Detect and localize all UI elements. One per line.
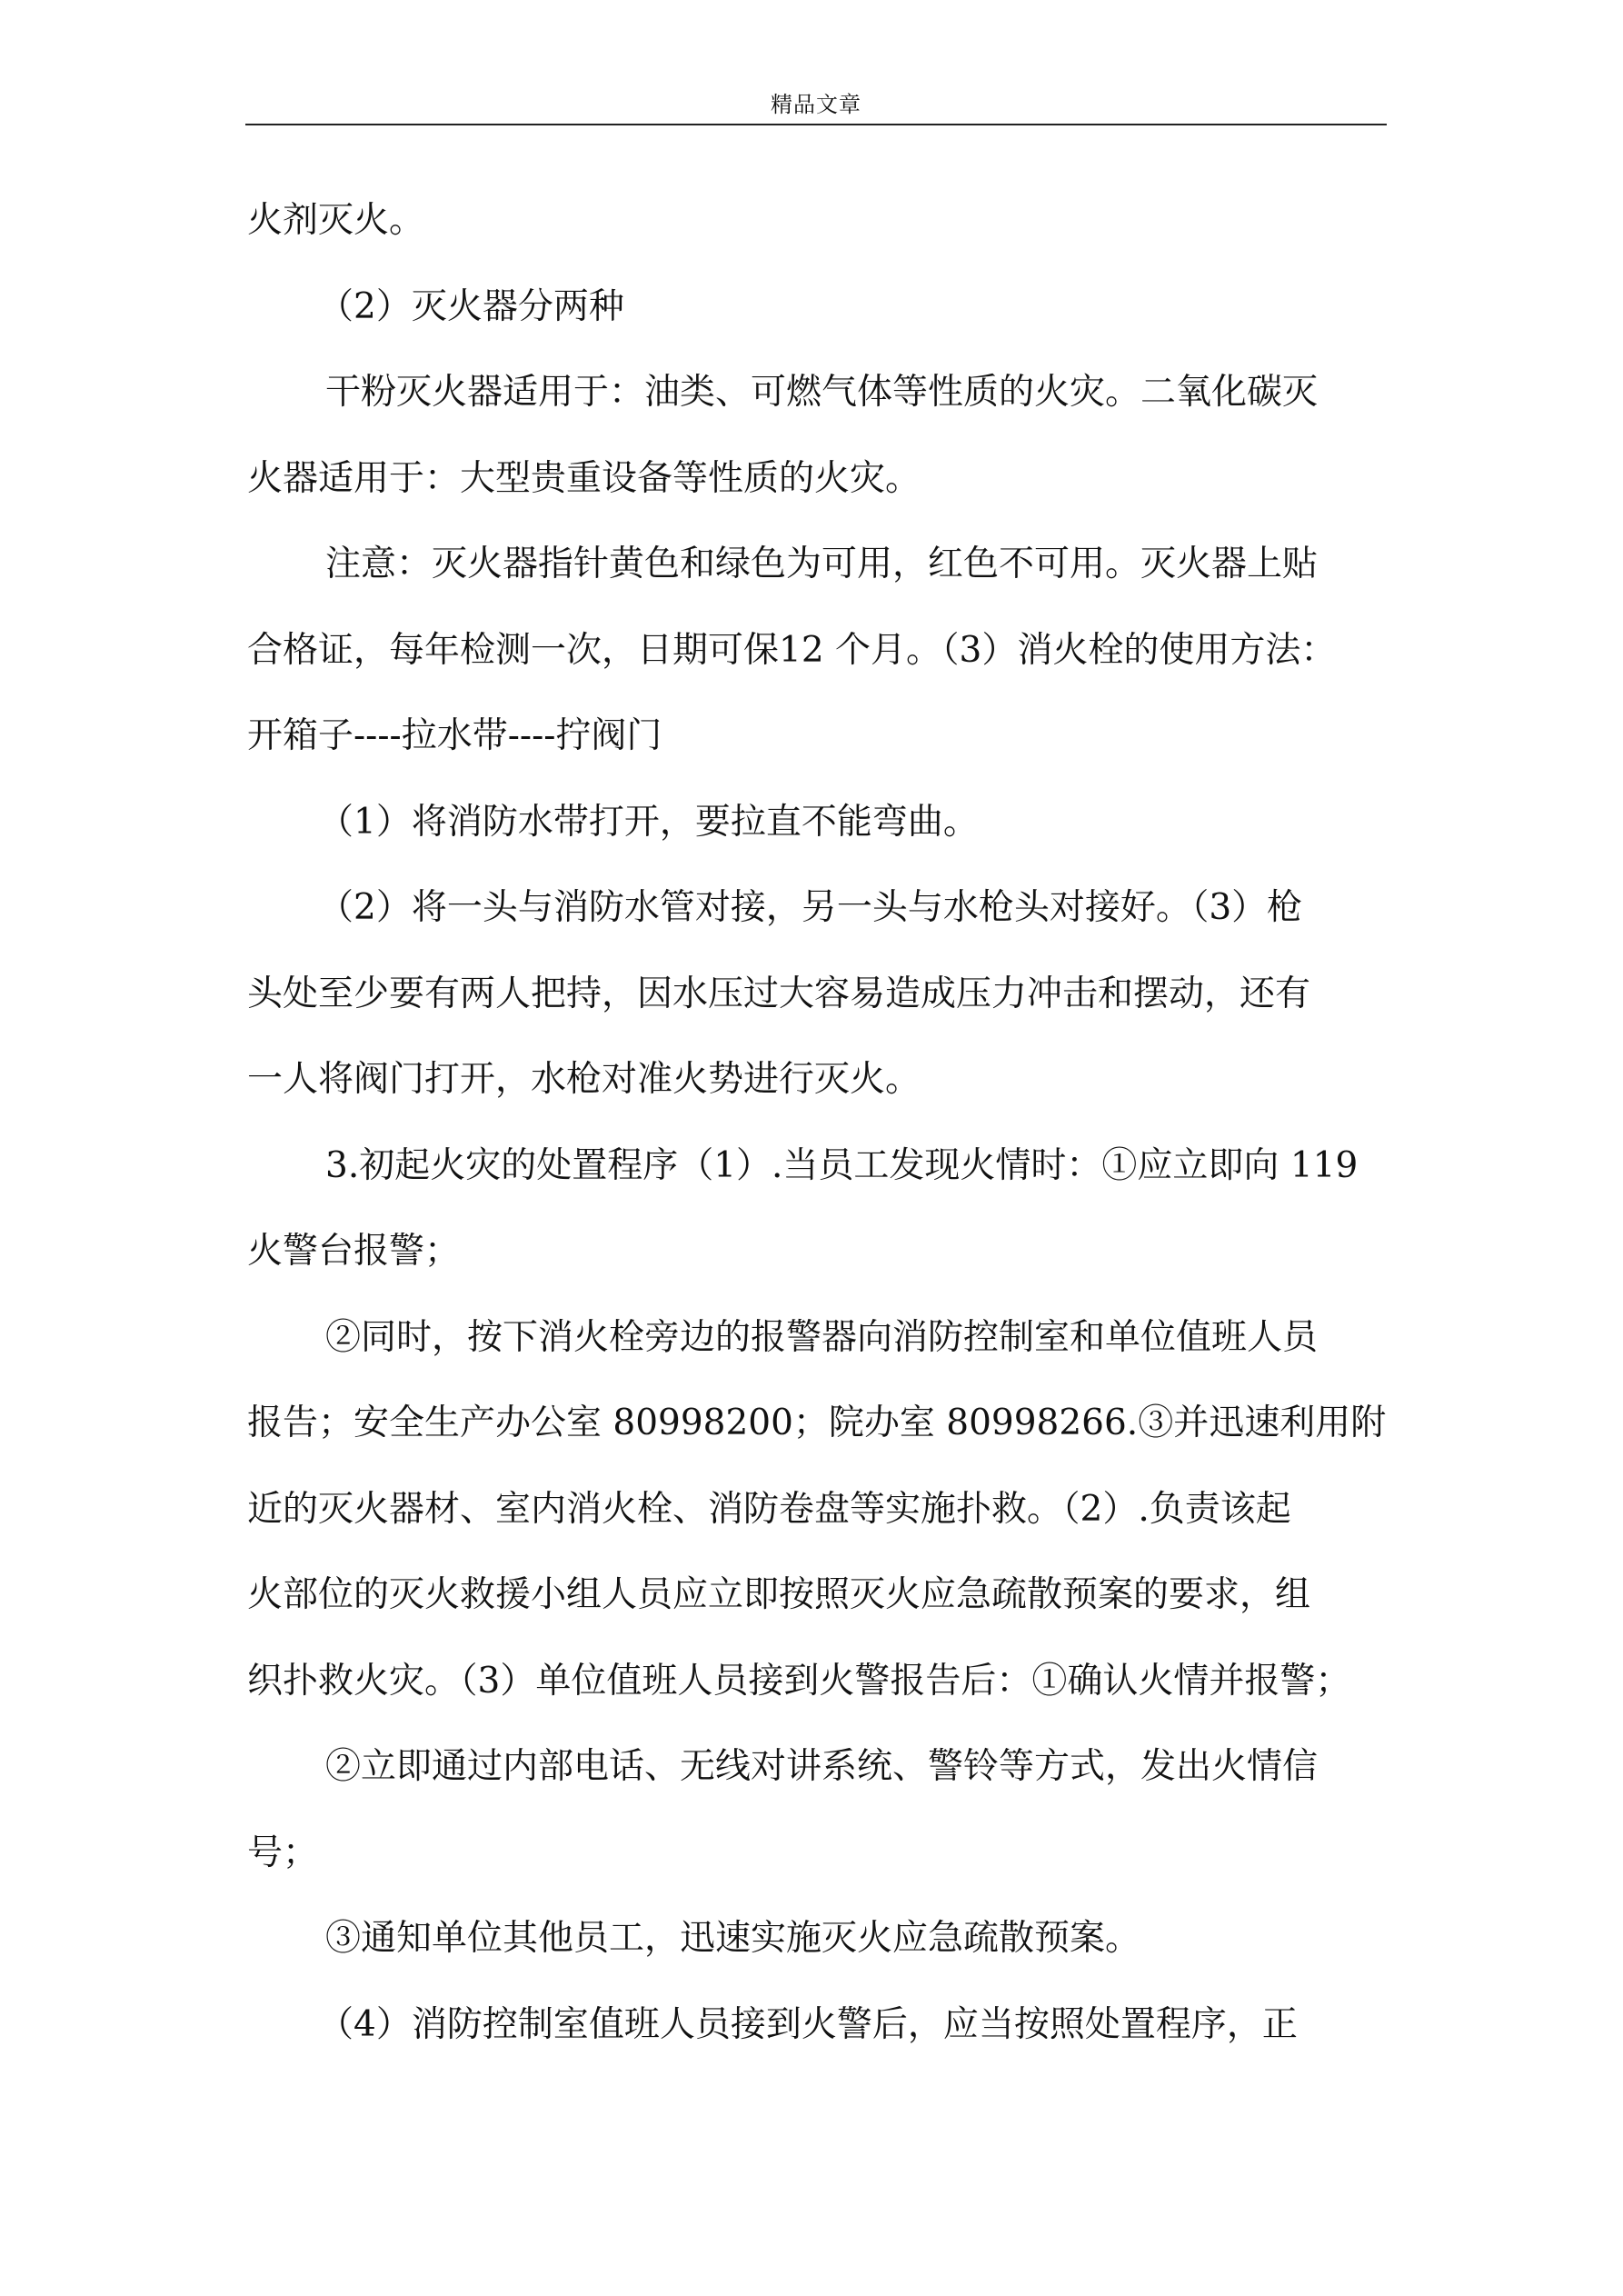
text-line: 号；	[247, 1832, 319, 1873]
document-body	[247, 178, 1403, 2068]
text-line: （2）灭火器分两种	[318, 285, 624, 327]
text-line: （2）将一头与消防水管对接，另一头与水枪头对接好。（3）枪	[318, 887, 1303, 928]
text-line: 火剂灭火。	[247, 200, 425, 241]
text-line: 3.初起火灾的处置程序（1）.当员工发现火情时：①应立即向 119	[325, 1144, 1359, 1186]
text-line: 报告；安全生产办公室 80998200；院办室 80998266.③并迅速利用附	[247, 1403, 1387, 1443]
text-line: 合格证，每年检测一次，日期可保12 个月。（3）消火栓的使用方法：	[247, 629, 1337, 671]
header-title: 精品文章	[771, 92, 861, 117]
text-line: 火部位的灭火救援小组人员应立即按照灭火应急疏散预案的要求，组	[247, 1574, 1311, 1615]
text-line: ③通知单位其他员工，迅速实施灭火应急疏散预案。	[325, 1918, 1141, 1959]
text-line: 织扑救火灾。（3）单位值班人员接到火警报告后：①确认火情并报警；	[247, 1660, 1351, 1702]
text-line: 一人将阀门打开，水枪对准火势进行灭火。	[247, 1059, 921, 1100]
text-line: （4）消防控制室值班人员接到火警后，应当按照处置程序，正	[318, 2003, 1298, 2045]
text-line: 火警台报警；	[247, 1231, 461, 1272]
text-line: （1）将消防水带打开，要拉直不能弯曲。	[318, 801, 979, 843]
text-line: 注意：灭火器指针黄色和绿色为可用，红色不可用。灭火器上贴	[325, 544, 1319, 584]
page-header	[245, 91, 1387, 125]
text-line: 近的灭火器材、室内消火栓、消防卷盘等实施扑救。（2）.负责该起	[247, 1488, 1291, 1530]
text-line: 火器适用于：大型贵重设备等性质的火灾。	[247, 457, 921, 499]
text-line: 开箱子----拉水带----拧阀门	[247, 715, 662, 756]
text-line: ②立即通过内部电话、无线对讲系统、警铃等方式，发出火情信	[325, 1746, 1319, 1787]
text-line: 头处至少要有两人把持，因水压过大容易造成压力冲击和摆动，还有	[247, 973, 1311, 1014]
text-line: 干粉灭火器适用于：油类、可燃气体等性质的火灾。二氧化碳灭	[325, 372, 1319, 413]
text-line: ②同时，按下消火栓旁边的报警器向消防控制室和单位值班人员	[325, 1316, 1319, 1358]
